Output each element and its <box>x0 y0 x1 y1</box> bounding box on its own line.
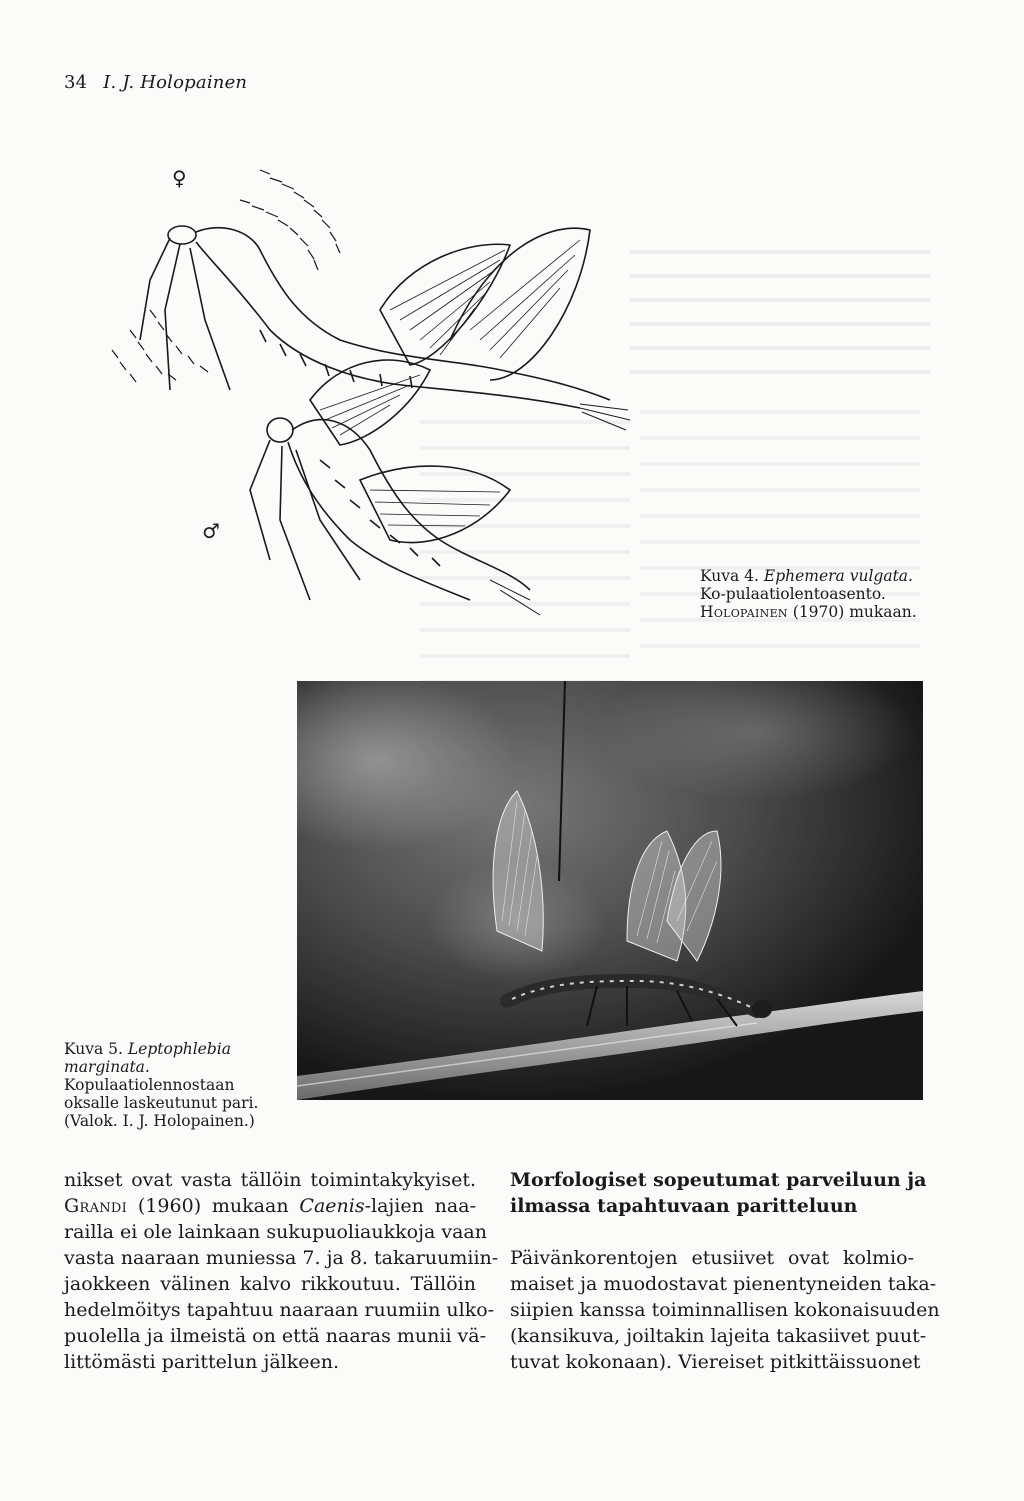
body-text-right <box>510 1167 940 1375</box>
figure-4-label: Kuva 4. <box>700 567 759 585</box>
figure-4-species: Ephemera vulgata. <box>763 567 913 585</box>
female-symbol: ♀ <box>172 166 187 190</box>
mayfly-copulation-drawing <box>110 160 630 630</box>
body-right-line-3: siipien kanssa toiminnallisen kokonaisuuden <box>510 1299 940 1321</box>
figure-4-text: Ko-pulaatiolentoasento. <box>700 585 886 603</box>
running-head <box>64 72 247 93</box>
body-left-line-7: puolella ja ilmeistä on että naaras munii vä- <box>64 1325 487 1347</box>
figure-5-label: Kuva 5. <box>64 1040 123 1058</box>
section-heading <box>510 1167 927 1219</box>
body-left-line-4: vasta naaraan muniessa 7. ja 8. takaruumiin- <box>64 1247 499 1269</box>
section-heading-line-2: ilmassa tapahtuvaan paritteluun <box>510 1195 858 1217</box>
show-through-texture <box>630 240 930 380</box>
section-heading-line-1: Morfologiset sopeutumat parveiluun ja <box>510 1169 927 1191</box>
body-right-line-5: tuvat kokonaan). Viereiset pitkittäissuonet <box>510 1351 921 1373</box>
figure-5-caption <box>64 1040 264 1130</box>
body-left-line-6: hedelmöitys tapahtuu naaraan ruumiin ulko- <box>64 1299 495 1321</box>
figure-4-author: Holopainen <box>700 603 788 621</box>
running-author: I. J. Holopainen <box>103 72 248 93</box>
page-number: 34 <box>64 72 88 93</box>
male-symbol: ♂ <box>202 519 220 543</box>
grandi-year: (1960) mukaan <box>137 1195 289 1217</box>
body-text-left <box>64 1167 499 1375</box>
body-left-line-1: nikset ovat vasta tällöin toimintakykyiset. <box>64 1169 476 1191</box>
show-through-texture-2 <box>640 400 920 660</box>
grandi-author: Grandi <box>64 1195 128 1217</box>
body-right-line-2: maiset ja muodostavat pienentyneiden taka- <box>510 1273 937 1295</box>
body-right-line-4: (kansikuva, joiltakin lajeita takasiivet puut- <box>510 1325 927 1347</box>
figure-5-text: Kopulaatiolennostaan oksalle laskeutunut pari. (Valok. I. J. Holopainen.) <box>64 1076 259 1130</box>
body-left-line-5: jaokkeen välinen kalvo rikkoutuu. Tällöin <box>64 1273 476 1295</box>
mayfly-photograph <box>297 681 923 1100</box>
figure-5-species: Leptophlebia marginata. <box>64 1040 231 1076</box>
body-left-line-8: littömästi parittelun jälkeen. <box>64 1351 340 1373</box>
body-left-line-3: railla ei ole lainkaan sukupuoliaukkoja vaan <box>64 1221 487 1243</box>
caenis-genus: Caenis <box>299 1195 365 1217</box>
body-left-line-2 <box>64 1193 476 1219</box>
figure-4-tail: (1970) mukaan. <box>792 603 917 621</box>
body-right-paragraph <box>510 1245 940 1375</box>
caenis-tail: -lajien naa- <box>364 1195 476 1217</box>
figure-4-caption <box>700 567 940 621</box>
body-right-line-1: Päivänkorentojen etusiivet ovat kolmio- <box>510 1247 914 1269</box>
